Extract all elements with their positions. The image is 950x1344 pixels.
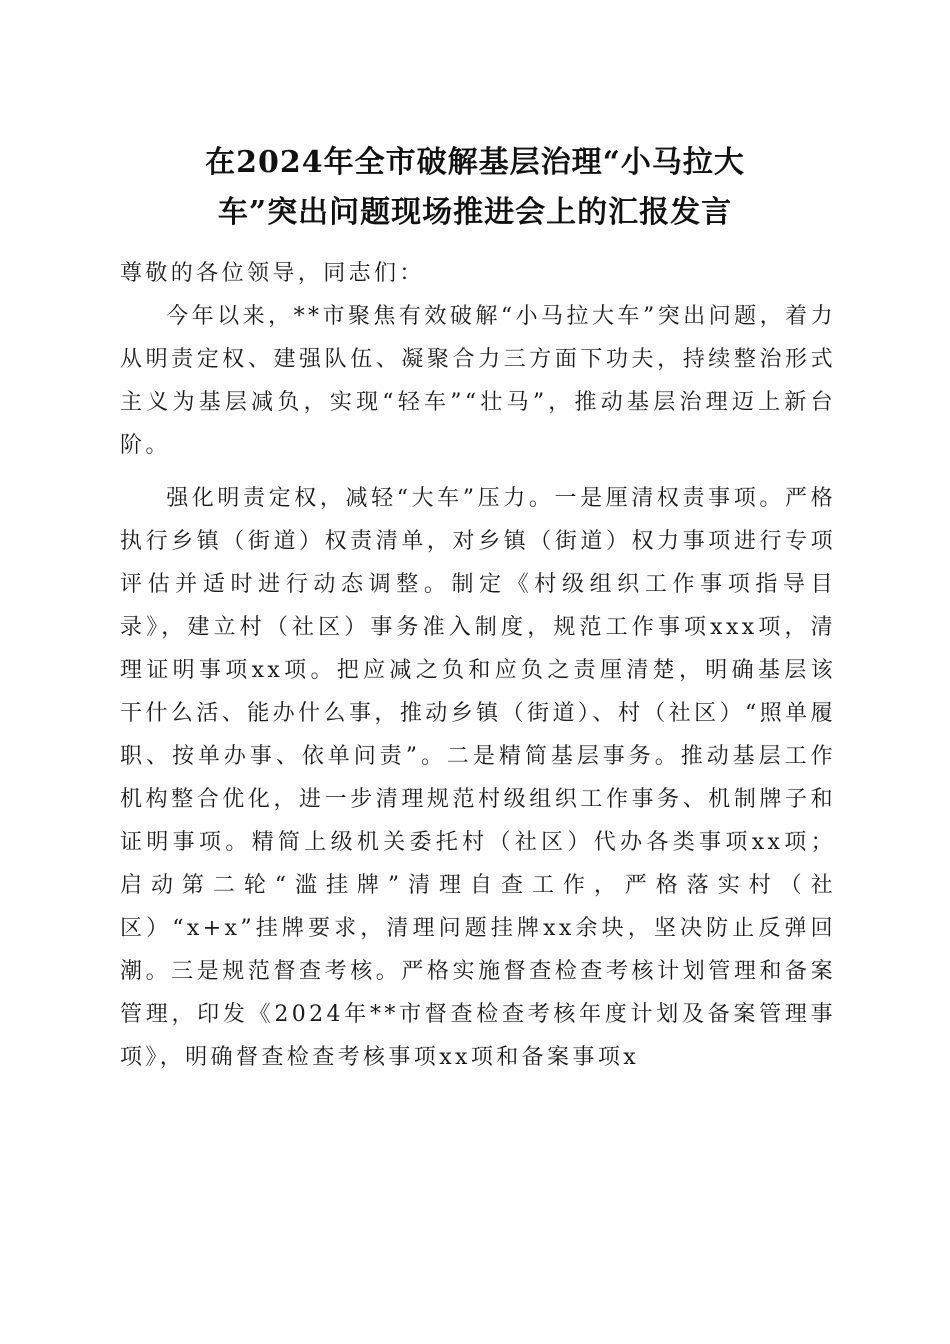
greeting: 尊敬的各位领导，同志们： bbox=[120, 261, 425, 286]
document-title bbox=[100, 138, 850, 238]
paragraph-section-1: 强化明责定权，减轻“大车”压力。一是厘清权责事项。严格执行乡镇（街道）权责清单，对乡镇（街道）权力事项进行专项评估并适时进行动态调整。制定《村级组织工作事项指导目录》，建立村（社区）事务准入制度，规范工作事项xxx项，清理证明事项xx项。把应减之负和应负之责厘清楚，明确基层该干什么活、能办什么事，推动乡镇（街道）、村（社区）“照单履职、按单办事、依单问责”。二是精简基层事务。推动基层工作机构整合优化，进一步清理规范村级组织工作事务、机制牌子和证明事项。精简上级机关委托村（社区）代办各类事项xx项；启动第二轮“滥挂牌”清理自查工作，严格落实村（社区）“x+x”挂牌要求，清理问题挂牌xx余块，坚决防止反弹回潮。三是规范督查考核。严格实施督查检查考核计划管理和备案管理，印发《2024年**市督查检查考核年度计划及备案管理事项》，明确督查检查考核事项xx项和备案事项x bbox=[120, 486, 836, 1070]
title-line-2: 车”突出问题现场推进会上的汇报发言 bbox=[217, 195, 733, 230]
paragraph-intro: 今年以来，**市聚焦有效破解“小马拉大车”突出问题，着力从明责定权、建强队伍、凝聚合力三方面下功夫，持续整治形式主义为基层减负，实现“轻车”“壮马”，推动基层治理迈上新台阶。 bbox=[120, 304, 836, 458]
document-body bbox=[120, 252, 836, 1079]
title-line-1: 在2024年全市破解基层治理“小马拉大 bbox=[205, 145, 745, 180]
